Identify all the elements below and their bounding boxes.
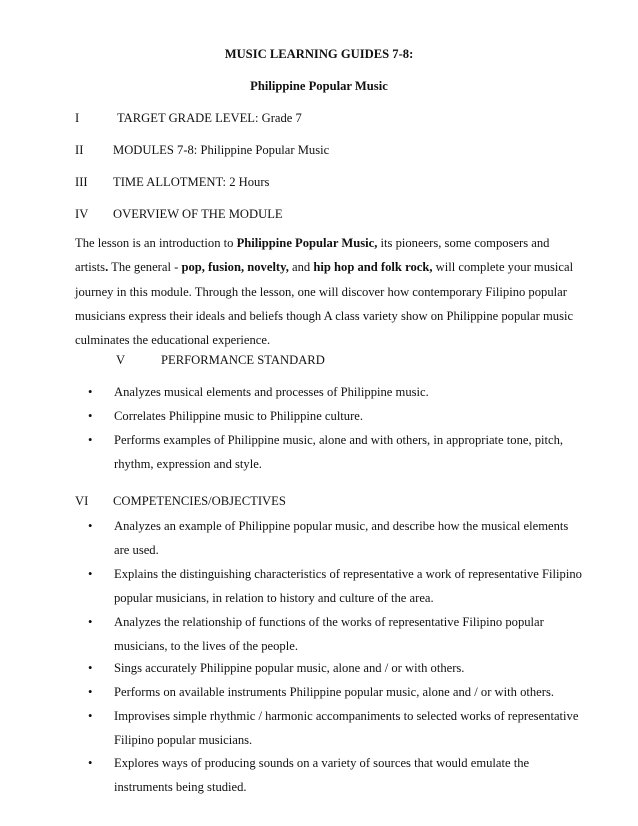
bullet-icon: • <box>88 519 93 533</box>
section-number: III <box>75 175 88 189</box>
section-number: II <box>75 143 84 157</box>
bullet-icon: • <box>88 685 93 699</box>
bullet-icon: • <box>88 756 93 770</box>
overview-bold: . <box>105 260 109 275</box>
section-heading: PERFORMANCE STANDARD <box>161 353 325 367</box>
overview-text: The general - <box>108 260 182 275</box>
section-heading: MODULES 7-8: Philippine Popular Music <box>113 143 330 157</box>
bullet-icon: • <box>88 615 93 629</box>
overview-bold: hip hop and folk rock, <box>313 260 433 275</box>
bullet-icon: • <box>88 661 93 675</box>
list-item: Analyzes the relationship of functions of the works of representative Filipino popular musicians, to the lives of the people. <box>114 615 544 653</box>
section-heading: TIME ALLOTMENT: 2 Hours <box>113 175 270 189</box>
section-heading: OVERVIEW OF THE MODULE <box>113 207 283 221</box>
overview-text: The lesson is an introduction to <box>75 236 237 250</box>
list-item: Performs examples of Philippine music, alone and with others, in appropriate tone, pitch, rhythm, expression and style. <box>114 433 564 471</box>
list-item: Explains the distinguishing characteristics of representative a work of representative Filipino popular musicians, in relation to history and culture of the area. <box>114 567 582 605</box>
list-item: Analyzes musical elements and processes of Philippine music. <box>114 385 429 399</box>
overview-bold: Philippine Popular Music, <box>236 236 378 250</box>
section-number: I <box>75 111 80 125</box>
bullet-icon: • <box>88 709 93 723</box>
overview-paragraph <box>75 231 575 352</box>
list-item: Analyzes an example of Philippine popular music, and describe how the musical elements are used. <box>114 519 569 557</box>
bullet-icon: • <box>88 385 93 399</box>
section-number: VI <box>75 494 89 508</box>
bullet-icon: • <box>88 433 93 447</box>
section-heading: COMPETENCIES/OBJECTIVES <box>113 494 286 508</box>
bullet-icon: • <box>88 567 93 581</box>
section-heading: TARGET GRADE LEVEL: Grade 7 <box>117 111 302 125</box>
list-item: Sings accurately Philippine popular music, alone and / or with others. <box>114 661 465 675</box>
list-item: Correlates Philippine music to Philippine culture. <box>114 409 364 423</box>
section-number: IV <box>75 207 89 221</box>
list-item: Explores ways of producing sounds on a variety of sources that would emulate the instruments being studied. <box>114 756 530 794</box>
section-number: V <box>116 353 126 367</box>
list-item: Performs on available instruments Philippine popular music, alone and / or with others. <box>114 685 555 699</box>
overview-text: will complete your musical journey in this module. Through the lesson, one will discover how contemporary Filipino popular musicians express their ideals and beliefs though A class variety show on Philippine popular music culminates the educational experience. <box>75 260 574 348</box>
bullet-icon: • <box>88 409 93 423</box>
document-subtitle: Philippine Popular Music <box>250 79 388 93</box>
overview-text: and <box>288 260 314 275</box>
overview-bold: pop, fusion, novelty, <box>181 260 289 275</box>
list-item: Improvises simple rhythmic / harmonic accompaniments to selected works of representative Filipino popular musicians. <box>114 709 579 747</box>
document-title: MUSIC LEARNING GUIDES 7-8: <box>224 47 414 61</box>
overview-text: its pioneers, some composers and artists <box>75 236 550 275</box>
